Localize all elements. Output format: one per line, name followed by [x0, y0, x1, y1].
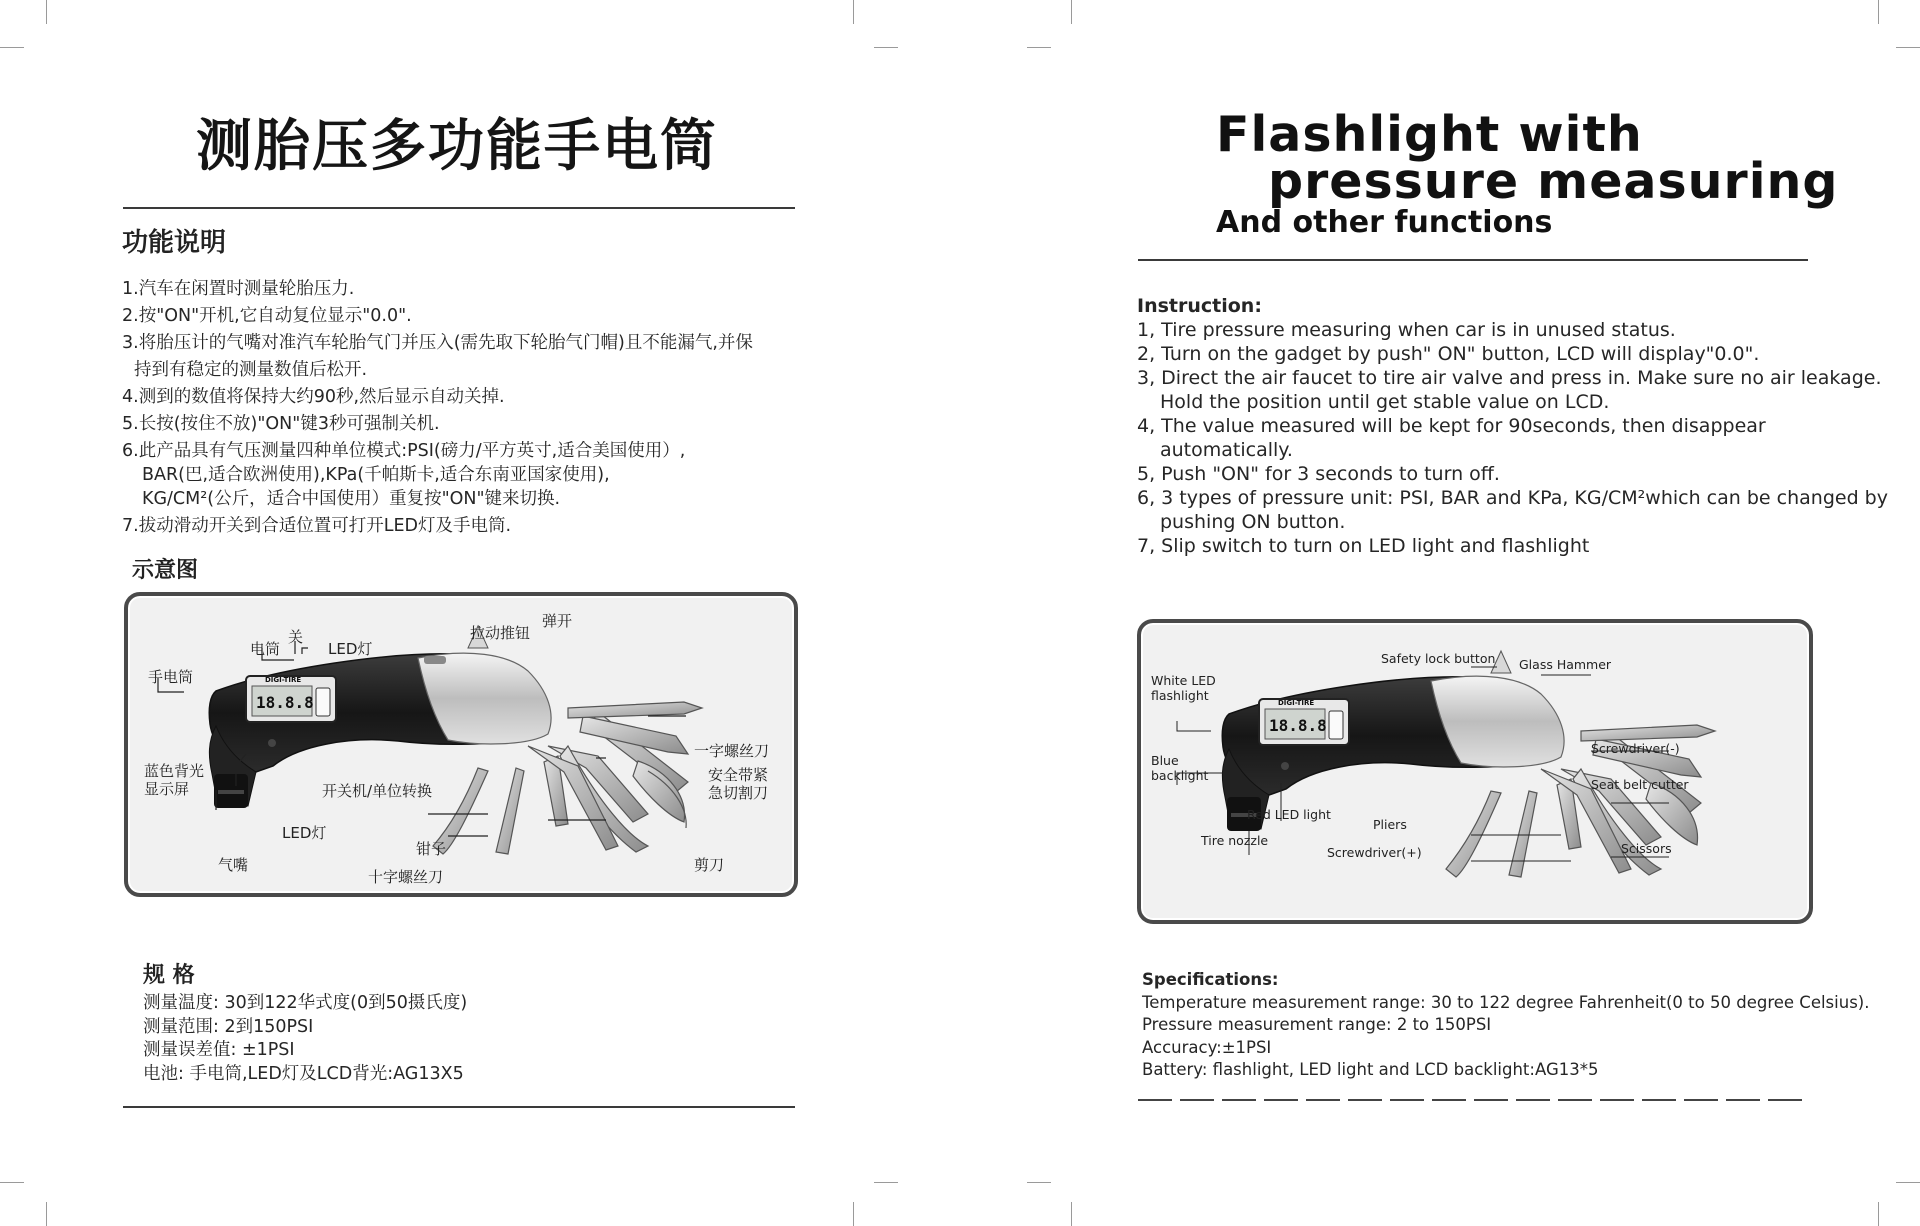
crop-mark [1027, 47, 1051, 48]
cn-instruction-list [122, 276, 822, 540]
cn-instruction-item: 6.此产品具有气压测量四种单位模式:PSI(磅力/平方英寸,适合美国使用）, [122, 441, 686, 461]
crop-mark [1878, 0, 1879, 24]
crop-mark [874, 47, 898, 48]
label-scissors: Scissors [1621, 841, 1672, 856]
label-white-led-1: White LED [1151, 673, 1216, 688]
lcd-readout: 18.8.8 [256, 693, 314, 712]
label-white-led-2: flashlight [1151, 688, 1209, 703]
label-torch: 电筒 [250, 640, 281, 658]
label-blue-2: backlight [1151, 768, 1209, 783]
en-spec-item: Accuracy:±1PSI [1142, 1037, 1272, 1057]
cn-instruction-item: 3.将胎压计的气嘴对准汽车轮胎气门并压入(需先取下轮胎气门帽)且不能漏气,并保 [122, 333, 753, 353]
en-title-line2: pressure measuring [1268, 153, 1839, 210]
label-phillips: 十字螺丝刀 [368, 868, 444, 886]
crop-mark [1071, 1202, 1072, 1226]
label-flat-screwdriver: Screwdriver(-) [1591, 741, 1680, 756]
cn-instruction-item: 1.汽车在闲置时测量轮胎压力. [122, 279, 355, 299]
cn-instruction-item: KG/CM²(公斤，适合中国使用）重复按"ON"键来切换. [142, 489, 561, 509]
label-glass-hammer: Glass Hammer [1519, 657, 1612, 672]
label-pliers: Pliers [1373, 817, 1407, 832]
en-spec-item: Pressure measurement range: 2 to 150PSI [1142, 1015, 1492, 1034]
label-safety-lock: Safety lock button [1381, 651, 1496, 666]
crop-mark [1896, 1182, 1920, 1183]
en-instruction-item: Hold the position until get stable value on LCD. [1160, 391, 1610, 413]
label-flat-screwdriver: 一字螺丝刀 [694, 742, 770, 760]
label-blue-backlight-2: 显示屏 [144, 780, 190, 798]
label-pop: 弹开 [542, 612, 573, 630]
label-belt-cutter: Seat belt cutter [1591, 777, 1689, 792]
crop-mark [0, 1182, 24, 1183]
label-red-led: Red LED light [1247, 807, 1331, 822]
label-off: 关 [288, 628, 304, 646]
cn-instruction-item: 持到有稳定的测量数值后松开. [134, 360, 368, 380]
cn-spec-item: 测量温度: 30到122华式度(0到50摄氏度) [143, 993, 468, 1013]
en-instruction-list [1137, 294, 1888, 558]
label-pliers: 钳子 [416, 840, 447, 858]
label-blue-backlight [144, 762, 204, 798]
en-instruction-item: 7, Slip switch to turn on LED light and flashlight [1137, 535, 1590, 557]
power-button [316, 688, 330, 716]
en-bottom-rule [1138, 1099, 1808, 1101]
label-slide-button: 拉动推钮 [470, 624, 531, 642]
cn-title-rule [123, 207, 795, 209]
label-led: LED灯 [328, 640, 373, 658]
crop-mark [853, 0, 854, 24]
en-instruction-item: 1, Tire pressure measuring when car is in unused status. [1137, 319, 1676, 341]
label-belt-cutter [708, 766, 768, 802]
en-instruction-item: 6, 3 types of pressure unit: PSI, BAR and KPa, KG/CM²which can be changed by [1137, 487, 1888, 509]
crop-mark [1896, 47, 1920, 48]
slide-switch [424, 656, 446, 664]
label-flashlight: 手电筒 [148, 668, 194, 686]
en-page-title [1216, 106, 1839, 240]
cn-instruction-item: 2.按"ON"开机,它自动复位显示"0.0". [122, 306, 412, 326]
en-title-line1: Flashlight with [1216, 106, 1643, 163]
en-instruction-item: 2, Turn on the gadget by push" ON" button, LCD will display"0.0". [1137, 343, 1760, 365]
cn-spec-list [143, 992, 467, 1086]
lcd-readout: 18.8.8 [1269, 716, 1327, 735]
device-brand: DIGI-TIRE [1278, 699, 1315, 707]
crop-mark [1027, 1182, 1051, 1183]
cn-instruction-item: BAR(巴,适合欧洲使用),KPa(千帕斯卡,适合东南亚国家使用), [142, 465, 610, 485]
label-nozzle: 气嘴 [218, 856, 249, 874]
en-instruction-item: 5, Push "ON" for 3 seconds to turn off. [1137, 463, 1500, 485]
label-tire-nozzle: Tire nozzle [1201, 833, 1269, 848]
label-blue-1: Blue [1151, 753, 1179, 768]
crop-mark [0, 47, 24, 48]
label-scissors: 剪刀 [694, 856, 725, 874]
power-button [1329, 711, 1343, 739]
crop-mark [1878, 1202, 1879, 1226]
en-instruction-item: automatically. [1160, 439, 1293, 461]
label-belt-cutter-1: 安全带紧 [708, 766, 769, 784]
cn-tool-diagram [124, 592, 798, 897]
crop-mark [46, 1202, 47, 1226]
en-spec-heading: Specifications: [1142, 970, 1279, 989]
cn-spec-item: 电池: 手电筒,LED灯及LCD背光:AG13X5 [143, 1063, 464, 1084]
crop-mark [1071, 0, 1072, 24]
label-belt-cutter-2: 急切割刀 [708, 784, 769, 802]
label-white-led [1151, 673, 1216, 703]
label-power-unit: 开关机/单位转换 [322, 782, 433, 800]
cn-instruction-item: 7.拔动滑动开关到合适位置可打开LED灯及手电筒. [122, 516, 512, 536]
cn-section-function-heading: 功能说明 [122, 228, 227, 258]
en-spec-list [1142, 969, 1869, 1082]
label-blue-backlight-1: 蓝色背光 [144, 762, 205, 780]
red-led [268, 739, 276, 747]
flat-screwdriver-tool [1581, 725, 1715, 741]
cn-spec-item: 测量范围: 2到150PSI [143, 1016, 314, 1037]
label-led-light: LED灯 [282, 824, 327, 842]
crop-mark [46, 0, 47, 24]
multitool-illustration [1141, 623, 1809, 920]
crop-mark [874, 1182, 898, 1183]
crop-mark [853, 1202, 854, 1226]
cn-section-spec-heading: 规 格 [143, 963, 195, 988]
en-title-rule [1138, 259, 1808, 261]
en-instruction-item: 3, Direct the air faucet to tire air valve and press in. Make sure no air leakage. [1137, 367, 1882, 389]
cn-spec-item: 测量误差值: ±1PSI [143, 1040, 295, 1060]
cn-instruction-item: 4.测到的数值将保持大约90秒,然后显示自动关掉. [122, 387, 505, 407]
device-brand: DIGI-TIRE [265, 676, 302, 684]
en-instruction-item: 4, The value measured will be kept for 90seconds, then disappear [1137, 415, 1766, 437]
red-led [1281, 762, 1289, 770]
en-tool-diagram [1137, 619, 1813, 924]
en-title-line3: And other functions [1216, 205, 1553, 240]
en-spec-item: Battery: flashlight, LED light and LCD backlight:AG13*5 [1142, 1060, 1599, 1079]
label-phillips: Screwdriver(+) [1327, 845, 1422, 860]
en-spec-item: Temperature measurement range: 30 to 122 degree Fahrenheit(0 to 50 degree Celsius). [1142, 992, 1870, 1012]
label-blue-backlight [1151, 753, 1208, 783]
cn-page-title: 测胎压多功能手电筒 [196, 114, 718, 179]
cn-bottom-rule [123, 1106, 795, 1108]
en-instruction-item: pushing ON button. [1160, 511, 1346, 533]
en-instruction-heading: Instruction: [1137, 295, 1262, 317]
cn-instruction-item: 5.长按(按住不放)"ON"键3秒可强制关机. [122, 414, 440, 434]
cn-section-diagram-heading: 示意图 [132, 558, 199, 583]
